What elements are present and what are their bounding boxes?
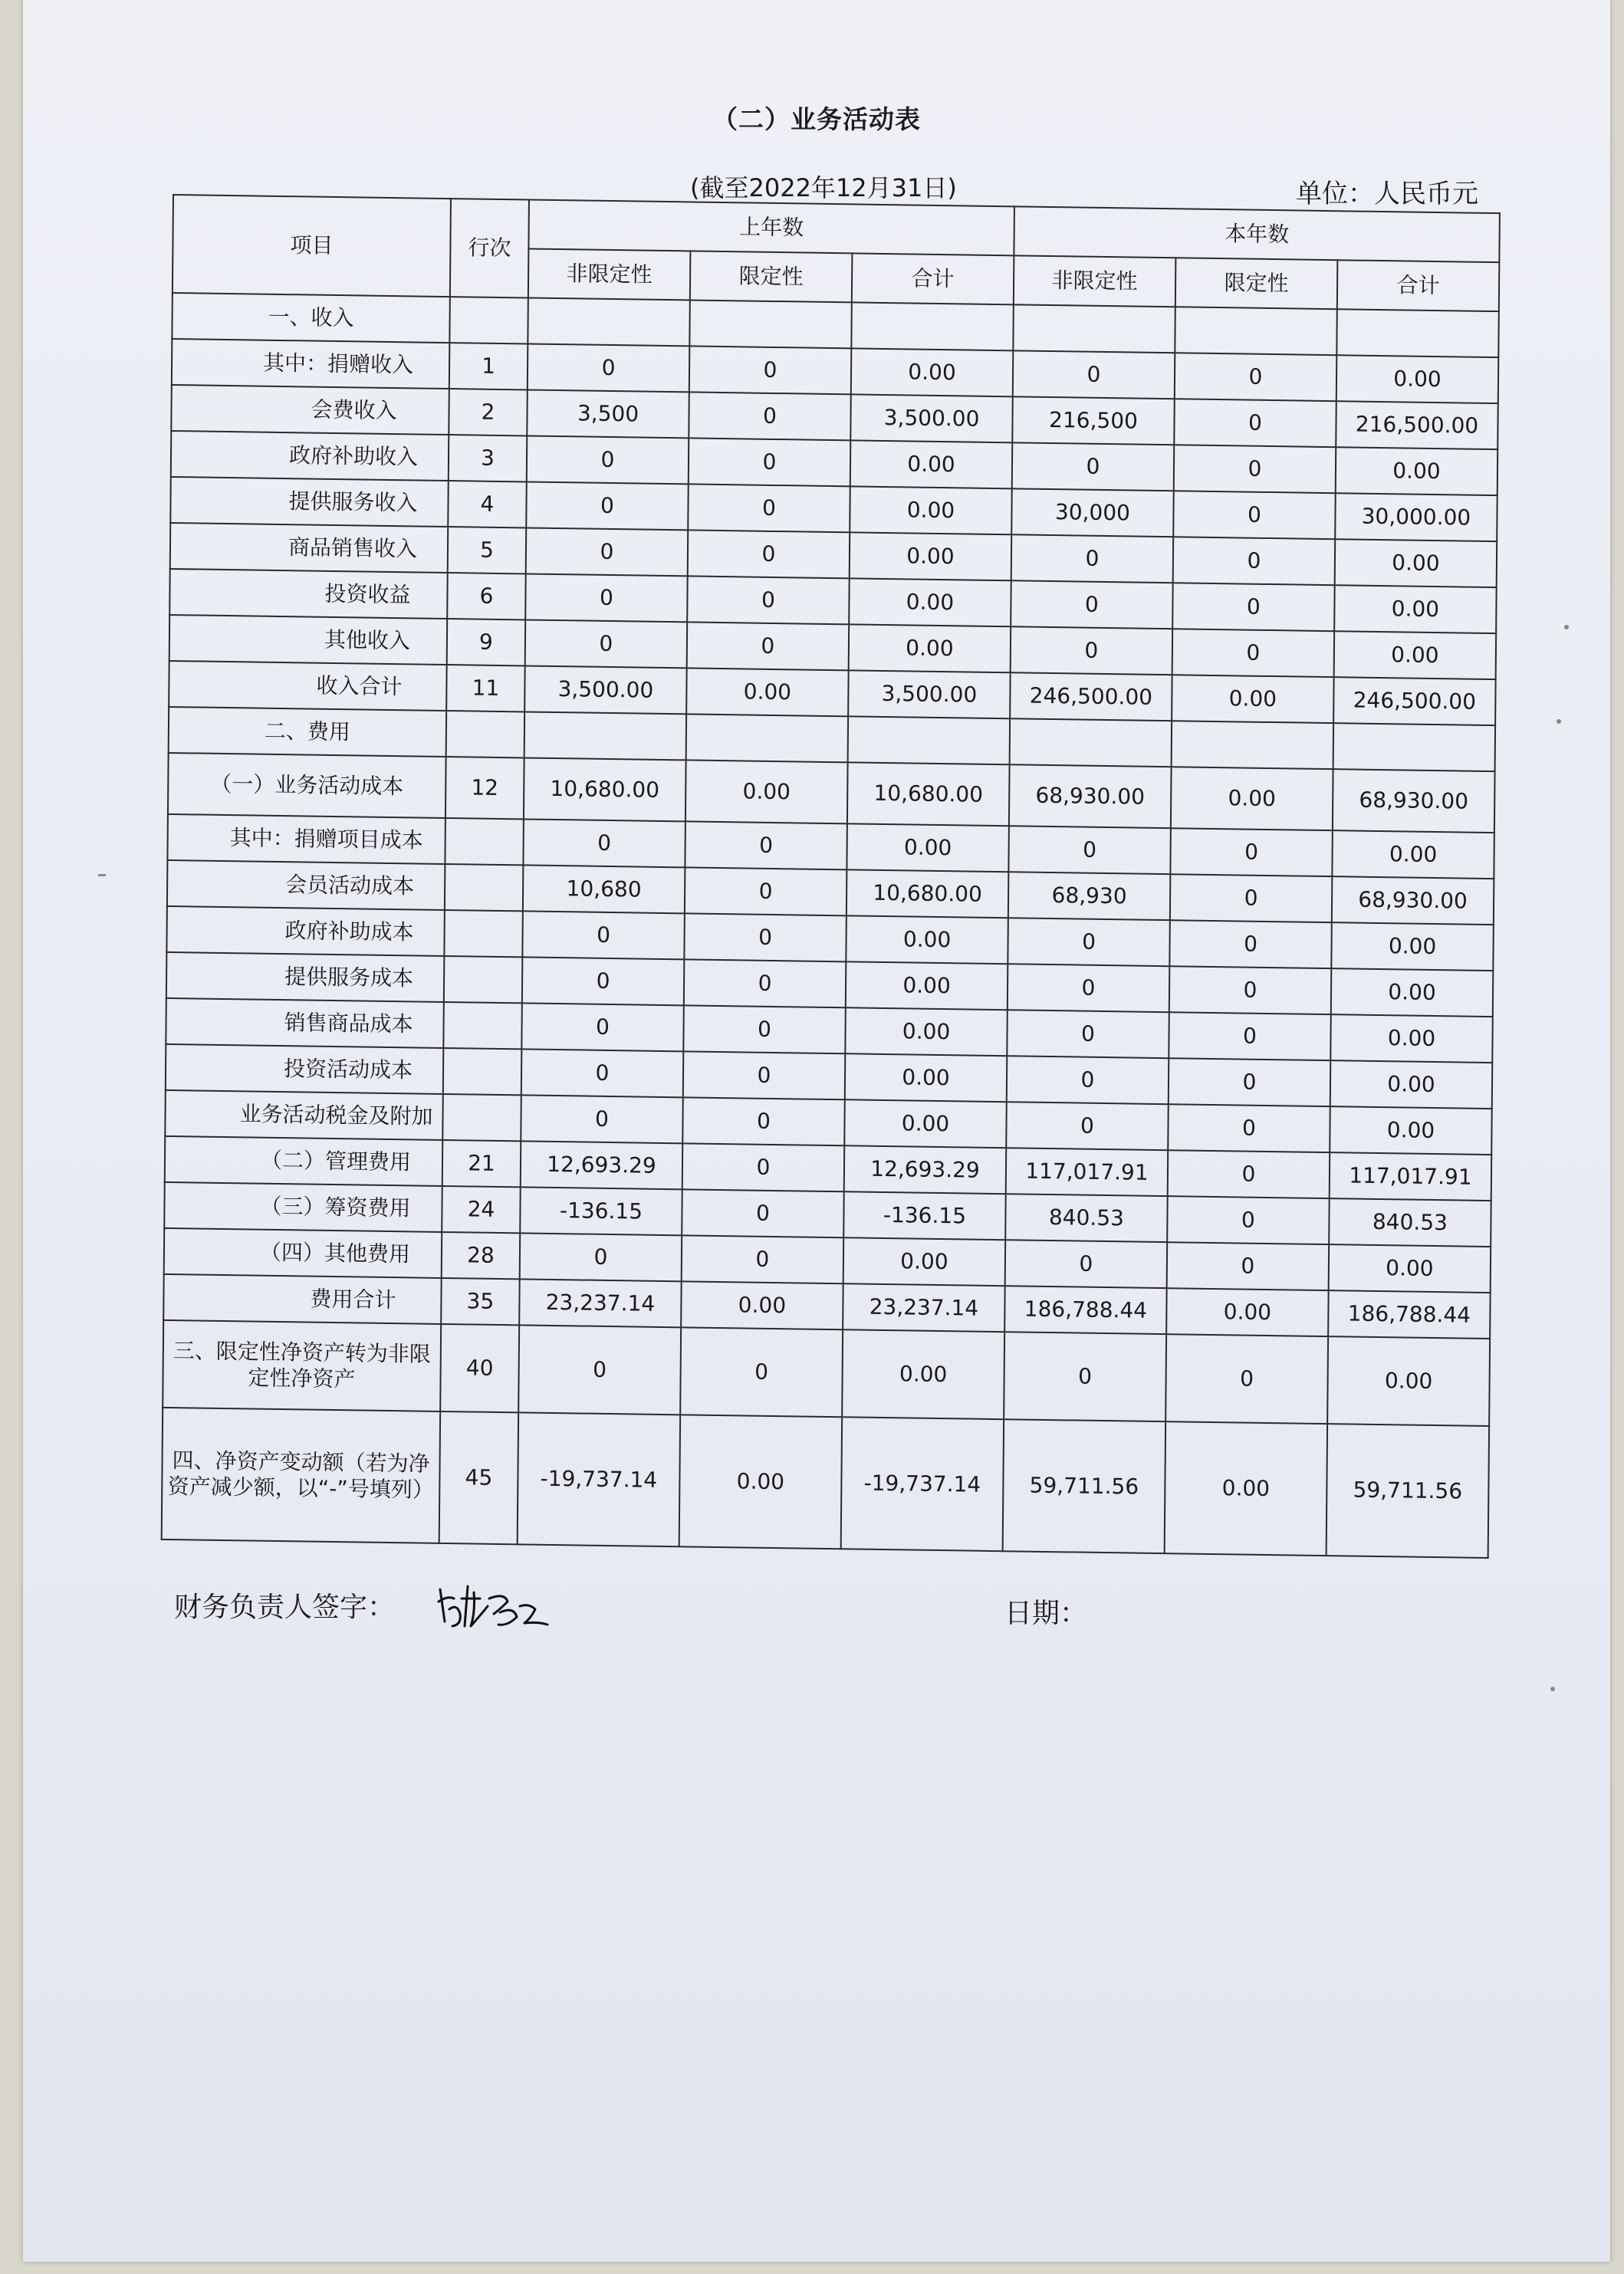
- row-cy-total: 0.00: [1327, 1336, 1490, 1426]
- row-py-unrestricted: 0: [526, 527, 689, 576]
- row-py-unrestricted: 0: [521, 1049, 684, 1097]
- paper-sheet: [23, 0, 1610, 2262]
- row-cy-restricted: 0: [1169, 1058, 1331, 1106]
- header-prior-restricted: 限定性: [690, 251, 853, 302]
- row-py-restricted: 0.00: [686, 668, 849, 716]
- row-cy-unrestricted: 0: [1011, 626, 1173, 675]
- row-item: 提供服务收入: [170, 477, 449, 527]
- paper-speck: [1564, 625, 1569, 629]
- row-cy-restricted: 0: [1168, 1104, 1330, 1152]
- row-item: 二、费用: [169, 707, 447, 757]
- row-py-unrestricted: 0: [523, 819, 685, 867]
- row-line: [445, 864, 524, 911]
- row-cy-restricted: 0: [1167, 1196, 1330, 1244]
- row-py-total: 0.00: [845, 1007, 1008, 1056]
- row-py-unrestricted: 10,680.00: [524, 757, 686, 821]
- row-py-restricted: 0: [682, 1189, 844, 1237]
- row-py-unrestricted: 0: [522, 957, 685, 1005]
- row-item: 其他收入: [169, 615, 448, 665]
- row-cy-unrestricted: 0: [1006, 1102, 1169, 1150]
- row-py-unrestricted: 0: [518, 1325, 681, 1415]
- row-item: 销售商品成本: [166, 998, 444, 1048]
- row-py-restricted: 0: [688, 530, 850, 578]
- row-item: 四、净资产变动额（若为净资产减少额，以“-”号填列）: [162, 1408, 440, 1543]
- row-cy-unrestricted: 117,017.91: [1006, 1148, 1169, 1196]
- row-cy-total: 0.00: [1336, 355, 1499, 403]
- row-py-total: 10,680.00: [847, 762, 1010, 826]
- row-item: 政府补助收入: [171, 431, 449, 481]
- row-py-unrestricted: 3,500.00: [524, 665, 687, 714]
- row-item: 其中：捐赠项目成本: [167, 814, 445, 864]
- row-line: 28: [442, 1232, 521, 1279]
- row-py-unrestricted: 0: [527, 435, 689, 484]
- row-line: [449, 297, 528, 343]
- row-line: 9: [447, 619, 526, 665]
- row-cy-restricted: 0: [1170, 828, 1333, 876]
- row-line: [442, 1094, 521, 1141]
- row-py-total: 0.00: [849, 578, 1011, 626]
- row-cy-total: 0.00: [1335, 539, 1497, 587]
- row-item: 业务活动税金及附加: [165, 1090, 443, 1140]
- row-py-unrestricted: [524, 711, 687, 760]
- header-item: 项目: [173, 195, 451, 297]
- row-line: 24: [442, 1186, 521, 1233]
- row-item: 投资收益: [169, 569, 448, 619]
- row-py-restricted: 0: [688, 484, 850, 532]
- row-cy-unrestricted: 0: [1007, 1056, 1169, 1104]
- row-item: 政府补助成本: [166, 906, 445, 956]
- row-py-unrestricted: 0: [525, 619, 688, 668]
- row-cy-unrestricted: 0: [1008, 918, 1170, 966]
- row-cy-total: 0.00: [1330, 1014, 1493, 1063]
- row-line: [446, 711, 525, 757]
- row-py-total: 3,500.00: [848, 670, 1011, 718]
- row-py-total: 12,693.29: [844, 1145, 1007, 1194]
- row-py-restricted: [686, 714, 849, 762]
- row-cy-unrestricted: 0: [1005, 1240, 1168, 1288]
- row-cy-total: 0.00: [1331, 968, 1494, 1017]
- row-py-unrestricted: -19,737.14: [518, 1412, 680, 1546]
- row-line: 21: [442, 1140, 521, 1187]
- row-py-restricted: 0: [682, 1097, 845, 1145]
- row-py-restricted: 0: [682, 1235, 844, 1283]
- row-cy-total: 117,017.91: [1330, 1152, 1492, 1201]
- row-cy-total: [1336, 309, 1499, 357]
- row-py-total: 0.00: [851, 348, 1014, 396]
- row-py-unrestricted: 0: [520, 1233, 682, 1281]
- row-line: 3: [449, 435, 528, 481]
- header-prior-total: 合计: [852, 253, 1014, 304]
- row-cy-restricted: 0: [1165, 1334, 1328, 1424]
- row-cy-restricted: 0.00: [1172, 675, 1334, 723]
- row-py-total: 0.00: [846, 915, 1008, 964]
- row-cy-restricted: 0: [1175, 353, 1337, 401]
- row-cy-unrestricted: 840.53: [1005, 1194, 1168, 1242]
- header-current-total: 合计: [1337, 260, 1500, 311]
- row-line: [443, 1048, 522, 1095]
- row-cy-total: 0.00: [1331, 922, 1494, 971]
- row-cy-restricted: 0: [1169, 920, 1332, 968]
- row-item: 提供服务成本: [166, 952, 445, 1002]
- row-cy-unrestricted: 68,930: [1008, 872, 1171, 920]
- header-prior-year: 上年数: [528, 199, 1014, 255]
- row-item: 会费收入: [171, 385, 449, 435]
- row-py-restricted: 0: [689, 392, 851, 440]
- row-line: 2: [449, 389, 528, 435]
- report-period: (截至2022年12月31日): [690, 173, 957, 202]
- row-cy-restricted: 0.00: [1166, 1288, 1329, 1336]
- row-py-total: [848, 716, 1011, 764]
- date-label: 日期：: [1004, 1598, 1088, 1629]
- row-py-unrestricted: 0: [522, 911, 685, 959]
- row-line: [444, 956, 523, 1003]
- row-py-total: 0.00: [843, 1237, 1006, 1286]
- row-py-total: 0.00: [844, 1099, 1007, 1148]
- row-cy-unrestricted: 59,711.56: [1003, 1419, 1165, 1553]
- row-cy-total: 0.00: [1334, 585, 1497, 633]
- row-cy-unrestricted: 0: [1012, 442, 1175, 491]
- row-item: 其中：捐赠收入: [172, 339, 450, 389]
- row-py-unrestricted: 0: [521, 1095, 683, 1143]
- row-py-unrestricted: 10,680: [523, 865, 685, 913]
- row-cy-restricted: 0: [1174, 445, 1336, 493]
- row-line: 1: [449, 343, 528, 389]
- header-current-restricted: 限定性: [1175, 258, 1338, 309]
- header-current-unrestricted: 非限定性: [1014, 255, 1176, 307]
- header-line-no: 行次: [450, 199, 529, 297]
- row-py-unrestricted: 23,237.14: [519, 1279, 682, 1327]
- row-cy-total: 30,000.00: [1335, 493, 1497, 541]
- row-py-total: 0.00: [845, 1053, 1008, 1102]
- row-py-restricted: 0: [680, 1327, 843, 1417]
- row-cy-unrestricted: [1013, 304, 1175, 353]
- row-cy-total: 0.00: [1334, 631, 1497, 679]
- row-py-restricted: 0: [683, 1051, 846, 1099]
- row-cy-total: 0.00: [1330, 1060, 1493, 1109]
- row-py-restricted: 0: [684, 913, 847, 961]
- row-item: 会员活动成本: [167, 860, 445, 910]
- row-cy-restricted: [1175, 307, 1337, 355]
- row-py-total: 0.00: [850, 440, 1013, 488]
- row-py-total: [851, 302, 1014, 350]
- row-py-restricted: 0.00: [679, 1415, 842, 1549]
- row-py-unrestricted: [528, 297, 690, 346]
- row-py-total: 0.00: [850, 486, 1012, 534]
- row-item: （四）其他费用: [164, 1228, 442, 1278]
- row-py-restricted: 0: [683, 1005, 846, 1053]
- row-cy-restricted: 0: [1170, 874, 1333, 922]
- signature-label: 财务负责人签字：: [174, 1592, 396, 1623]
- row-cy-total: 0.00: [1329, 1244, 1491, 1293]
- row-cy-unrestricted: 0: [1007, 1010, 1169, 1058]
- row-cy-unrestricted: 0: [1013, 350, 1175, 399]
- row-cy-unrestricted: 186,788.44: [1004, 1286, 1167, 1334]
- row-py-restricted: 0.00: [681, 1281, 843, 1329]
- row-cy-unrestricted: 0: [1004, 1332, 1166, 1421]
- row-py-unrestricted: 0: [526, 481, 689, 530]
- table-row: [162, 1408, 1489, 1558]
- row-cy-unrestricted: 0: [1008, 964, 1170, 1012]
- row-item: 商品销售收入: [170, 523, 449, 573]
- row-item: （二）管理费用: [165, 1136, 443, 1186]
- header-prior-unrestricted: 非限定性: [528, 248, 691, 300]
- handwritten-signature: [434, 1576, 557, 1637]
- row-py-total: 23,237.14: [843, 1283, 1005, 1332]
- row-cy-total: 246,500.00: [1333, 677, 1496, 725]
- row-item: 费用合计: [163, 1274, 442, 1324]
- row-cy-unrestricted: 0: [1008, 826, 1171, 874]
- row-item: 收入合计: [169, 661, 447, 711]
- row-line: 35: [441, 1278, 520, 1325]
- row-item: 一、收入: [172, 293, 450, 343]
- row-py-restricted: 0: [687, 576, 850, 624]
- activity-statement-table: [161, 194, 1501, 1559]
- row-line: [443, 1002, 522, 1049]
- row-line: 12: [445, 757, 524, 819]
- row-cy-unrestricted: [1010, 718, 1172, 767]
- row-cy-total: 0.00: [1330, 1106, 1492, 1155]
- row-cy-restricted: 0: [1173, 491, 1336, 539]
- row-line: 40: [440, 1324, 519, 1412]
- row-line: 4: [448, 481, 527, 527]
- row-cy-restricted: 0: [1168, 1150, 1330, 1198]
- row-cy-total: 0.00: [1332, 830, 1494, 879]
- report-title: （二）业务活动表: [712, 104, 921, 134]
- row-line: 11: [446, 665, 525, 711]
- row-py-unrestricted: 0: [521, 1003, 684, 1051]
- row-cy-restricted: [1172, 721, 1334, 769]
- row-cy-total: [1333, 723, 1496, 771]
- row-py-unrestricted: 12,693.29: [521, 1141, 683, 1189]
- row-cy-restricted: 0: [1169, 966, 1332, 1014]
- row-line: [444, 910, 523, 957]
- row-cy-unrestricted: 0: [1011, 534, 1174, 583]
- row-cy-total: 59,711.56: [1326, 1424, 1489, 1558]
- row-line: [445, 818, 524, 865]
- row-cy-restricted: 0.00: [1171, 767, 1333, 830]
- row-cy-unrestricted: 216,500: [1012, 396, 1175, 445]
- row-cy-restricted: 0: [1172, 629, 1335, 677]
- paper-speck: [1557, 719, 1561, 724]
- row-cy-total: 68,930.00: [1332, 876, 1494, 925]
- row-py-restricted: 0: [684, 959, 847, 1007]
- row-py-restricted: 0: [687, 622, 850, 670]
- row-py-restricted: 0: [685, 821, 847, 869]
- header-current-year: 本年数: [1014, 206, 1500, 262]
- paper-speck: [98, 874, 106, 876]
- row-py-total: 0.00: [846, 961, 1008, 1010]
- row-cy-unrestricted: 30,000: [1011, 488, 1174, 537]
- currency-unit: 单位：人民币元: [1296, 179, 1478, 209]
- row-line: 6: [447, 573, 526, 619]
- row-cy-restricted: 0.00: [1165, 1421, 1327, 1556]
- row-line: 5: [448, 527, 527, 573]
- row-item: 投资活动成本: [166, 1044, 444, 1094]
- row-py-restricted: 0.00: [685, 760, 848, 823]
- row-cy-total: 186,788.44: [1328, 1290, 1491, 1339]
- row-py-total: 0.00: [850, 532, 1012, 580]
- row-py-total: 0.00: [842, 1329, 1004, 1419]
- row-cy-restricted: 0: [1174, 399, 1336, 447]
- row-py-total: 3,500.00: [850, 394, 1013, 442]
- row-py-restricted: 0: [685, 867, 847, 915]
- row-py-restricted: 0: [682, 1143, 845, 1191]
- paper-speck: [1550, 1687, 1555, 1691]
- row-py-unrestricted: 0: [528, 343, 690, 392]
- row-py-total: 0.00: [849, 624, 1011, 672]
- row-cy-restricted: 0: [1173, 537, 1336, 585]
- row-py-unrestricted: -136.15: [520, 1187, 682, 1235]
- row-py-restricted: 0: [689, 438, 851, 486]
- row-cy-restricted: 0: [1167, 1242, 1330, 1290]
- row-py-unrestricted: 3,500: [527, 389, 689, 438]
- row-cy-unrestricted: 68,930.00: [1009, 764, 1172, 828]
- row-py-total: 0.00: [847, 823, 1009, 872]
- row-item: （三）筹资费用: [164, 1182, 442, 1232]
- row-cy-restricted: 0: [1172, 583, 1335, 631]
- row-line: 45: [439, 1411, 518, 1544]
- row-cy-total: 68,930.00: [1333, 769, 1495, 833]
- row-py-total: 10,680.00: [847, 869, 1009, 918]
- row-py-unrestricted: 0: [525, 573, 688, 622]
- row-py-restricted: [689, 300, 852, 348]
- row-cy-total: 840.53: [1329, 1198, 1491, 1247]
- row-cy-unrestricted: 246,500.00: [1010, 672, 1172, 721]
- row-cy-unrestricted: 0: [1011, 580, 1173, 629]
- row-cy-restricted: 0: [1169, 1012, 1331, 1060]
- row-item: （一）业务活动成本: [168, 753, 446, 818]
- row-cy-total: 216,500.00: [1336, 401, 1498, 449]
- row-py-total: -19,737.14: [841, 1417, 1004, 1551]
- row-item: 三、限定性净资产转为非限定性净资产: [163, 1320, 441, 1411]
- row-py-restricted: 0: [689, 346, 852, 394]
- row-py-total: -136.15: [843, 1191, 1006, 1240]
- row-cy-total: 0.00: [1336, 447, 1498, 495]
